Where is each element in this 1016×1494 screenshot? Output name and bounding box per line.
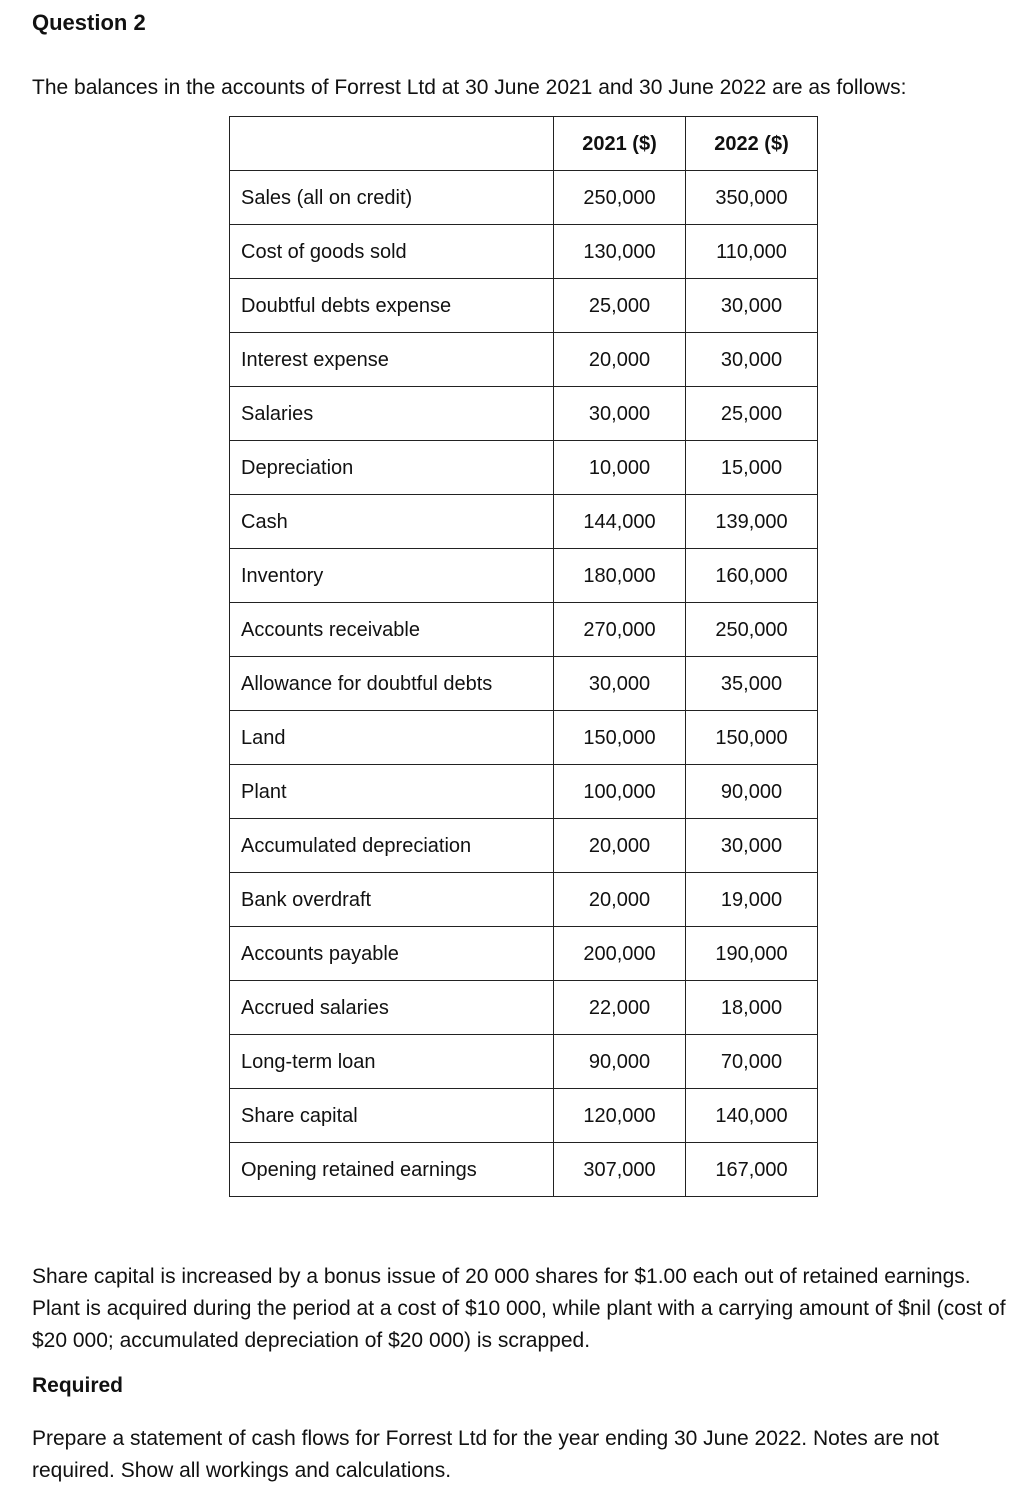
- account-label: Salaries: [230, 387, 554, 441]
- balance-2021: 25,000: [554, 279, 686, 333]
- balance-2021: 120,000: [554, 1089, 686, 1143]
- account-label: Inventory: [230, 549, 554, 603]
- account-label: Bank overdraft: [230, 873, 554, 927]
- account-label: Depreciation: [230, 441, 554, 495]
- balance-2021: 180,000: [554, 549, 686, 603]
- balance-2022: 18,000: [686, 981, 818, 1035]
- balance-2022: 150,000: [686, 711, 818, 765]
- table-row: [230, 1035, 818, 1089]
- account-label: Sales (all on credit): [230, 171, 554, 225]
- table-row: [230, 819, 818, 873]
- balance-2021: 270,000: [554, 603, 686, 657]
- table-body: [230, 171, 818, 1197]
- balance-2022: 30,000: [686, 279, 818, 333]
- table-row: [230, 657, 818, 711]
- account-label: Share capital: [230, 1089, 554, 1143]
- intro-text: The balances in the accounts of Forrest Ltd at 30 June 2021 and 30 June 2022 are as follows:: [32, 76, 907, 99]
- account-label: Cash: [230, 495, 554, 549]
- table-row: [230, 333, 818, 387]
- table-row: [230, 711, 818, 765]
- balance-2022: 30,000: [686, 333, 818, 387]
- balances-table: [229, 116, 818, 1197]
- table-row: [230, 225, 818, 279]
- table-row: [230, 765, 818, 819]
- account-label: Land: [230, 711, 554, 765]
- balance-2021: 20,000: [554, 333, 686, 387]
- table-row: [230, 441, 818, 495]
- account-label: Interest expense: [230, 333, 554, 387]
- question-title: Question 2: [32, 10, 146, 35]
- table-row: [230, 1089, 818, 1143]
- balance-2022: 139,000: [686, 495, 818, 549]
- account-label: Doubtful debts expense: [230, 279, 554, 333]
- balance-2022: 250,000: [686, 603, 818, 657]
- account-label: Allowance for doubtful debts: [230, 657, 554, 711]
- balance-2022: 350,000: [686, 171, 818, 225]
- table-row: [230, 927, 818, 981]
- account-label: Plant: [230, 765, 554, 819]
- transaction-note: Share capital is increased by a bonus issue of 20 000 shares for $1.00 each out of retained earnings. Plant is acquired during the period at a cost of $10 000, while plant with a carrying amount of $nil (cost of $20 000; accumulated depreciation of $20 000) is scrapped.: [32, 1265, 1006, 1352]
- header-2022: 2022 ($): [686, 117, 818, 171]
- balance-2021: 20,000: [554, 873, 686, 927]
- table-row: [230, 549, 818, 603]
- balance-2021: 144,000: [554, 495, 686, 549]
- balance-2021: 150,000: [554, 711, 686, 765]
- balance-2022: 70,000: [686, 1035, 818, 1089]
- account-label: Cost of goods sold: [230, 225, 554, 279]
- table-row: [230, 1143, 818, 1197]
- account-label: Accounts payable: [230, 927, 554, 981]
- table-row: [230, 387, 818, 441]
- table-row: [230, 171, 818, 225]
- balance-2021: 307,000: [554, 1143, 686, 1197]
- balance-2022: 25,000: [686, 387, 818, 441]
- balance-2021: 30,000: [554, 657, 686, 711]
- balance-2022: 110,000: [686, 225, 818, 279]
- table-row: [230, 603, 818, 657]
- balance-2022: 160,000: [686, 549, 818, 603]
- balance-2021: 250,000: [554, 171, 686, 225]
- balance-2022: 19,000: [686, 873, 818, 927]
- balance-2021: 20,000: [554, 819, 686, 873]
- account-label: Long-term loan: [230, 1035, 554, 1089]
- balance-2021: 10,000: [554, 441, 686, 495]
- account-label: Opening retained earnings: [230, 1143, 554, 1197]
- balance-2021: 130,000: [554, 225, 686, 279]
- account-label: Accumulated depreciation: [230, 819, 554, 873]
- table-row: [230, 495, 818, 549]
- balance-2022: 15,000: [686, 441, 818, 495]
- task-instruction: Prepare a statement of cash flows for Forrest Ltd for the year ending 30 June 2022. Notes are not required. Show all workings and calculations.: [32, 1427, 940, 1482]
- account-label: Accrued salaries: [230, 981, 554, 1035]
- header-account: [230, 117, 554, 171]
- balance-2022: 35,000: [686, 657, 818, 711]
- balance-2021: 200,000: [554, 927, 686, 981]
- balance-2021: 100,000: [554, 765, 686, 819]
- table-row: [230, 279, 818, 333]
- balance-2021: 30,000: [554, 387, 686, 441]
- table-row: [230, 981, 818, 1035]
- balance-2022: 190,000: [686, 927, 818, 981]
- balance-2022: 167,000: [686, 1143, 818, 1197]
- balance-2021: 90,000: [554, 1035, 686, 1089]
- header-2021: 2021 ($): [554, 117, 686, 171]
- table-row: [230, 873, 818, 927]
- balance-2022: 30,000: [686, 819, 818, 873]
- balance-2022: 90,000: [686, 765, 818, 819]
- account-label: Accounts receivable: [230, 603, 554, 657]
- balance-2021: 22,000: [554, 981, 686, 1035]
- balance-2022: 140,000: [686, 1089, 818, 1143]
- required-heading: Required: [32, 1374, 124, 1397]
- table-header-row: [230, 117, 818, 171]
